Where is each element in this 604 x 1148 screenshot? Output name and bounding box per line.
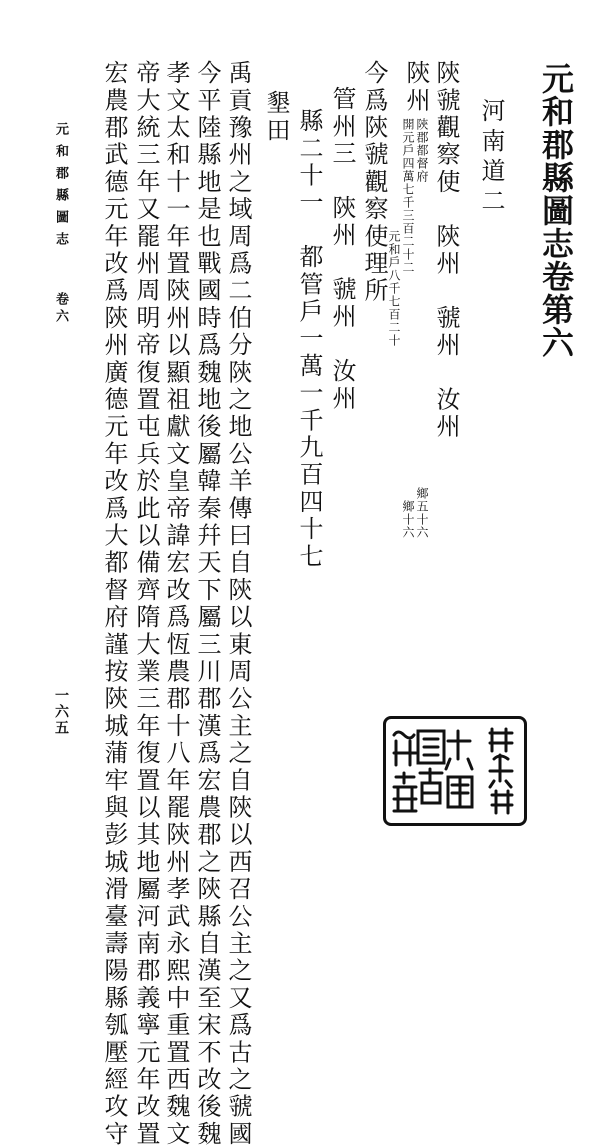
annotation-note-5: 鄉十六: [401, 500, 415, 539]
annotation-note-2: 開元戶四萬七千三百二十二: [401, 118, 415, 274]
annotation-note-3: 元和戶八千七百二十: [387, 230, 401, 347]
header-line-2: 陝州: [402, 60, 430, 115]
header-line-1: 陝虢觀察使 陝州 虢州 汝州: [432, 60, 460, 441]
library-seal: [383, 716, 527, 826]
footer-volume: 卷六: [53, 292, 68, 326]
footer-title: 元和郡縣圖志: [53, 122, 68, 254]
section-heading: 河南道二: [477, 98, 505, 218]
body-line-5: 宏農郡武德元年改爲陝州廣德元年改爲大都督府謹按陝城蒲牢與彭城滑臺壽陽縣瓠壓經攻守: [100, 60, 128, 1148]
body-line-3: 孝文太和十一年置陝州以顯祖獻文皇帝諱宏改爲恆農郡十八年罷陝州孝武永熙中重置西魏文: [162, 60, 190, 1148]
header-line-4: 管州三 陝州 虢州 汝州: [328, 86, 356, 413]
annotation-note-4: 鄉五十六: [415, 487, 429, 539]
header-line-3: 今爲陝虢觀察使理所: [360, 60, 388, 305]
annotation-note-1: 陝郡都督府: [415, 118, 429, 183]
body-line-1: 禹貢豫州之域周爲二伯分陝之地公羊傳曰自陝以東周公主之自陝以西召公主之又爲古之虢國: [224, 60, 252, 1148]
body-line-4: 帝大統三年又罷州周明帝復置屯兵於此以備齊隋大業三年復置以其地屬河南郡義寧元年改置: [132, 60, 160, 1148]
page-number: 一六五: [53, 688, 69, 736]
body-line-2: 今平陸縣地是也戰國時爲魏地後屬韓秦幷天下屬三川郡漢爲宏農郡之陝縣自漢至宋不改後魏: [193, 60, 221, 1148]
seal-glyphs-icon: [386, 719, 524, 823]
header-line-5: 縣二十一 都管戶一萬一千九百四十七: [295, 108, 323, 571]
header-line-6: 墾田: [262, 90, 290, 145]
volume-title: 元和郡縣圖志卷第六: [537, 62, 575, 359]
